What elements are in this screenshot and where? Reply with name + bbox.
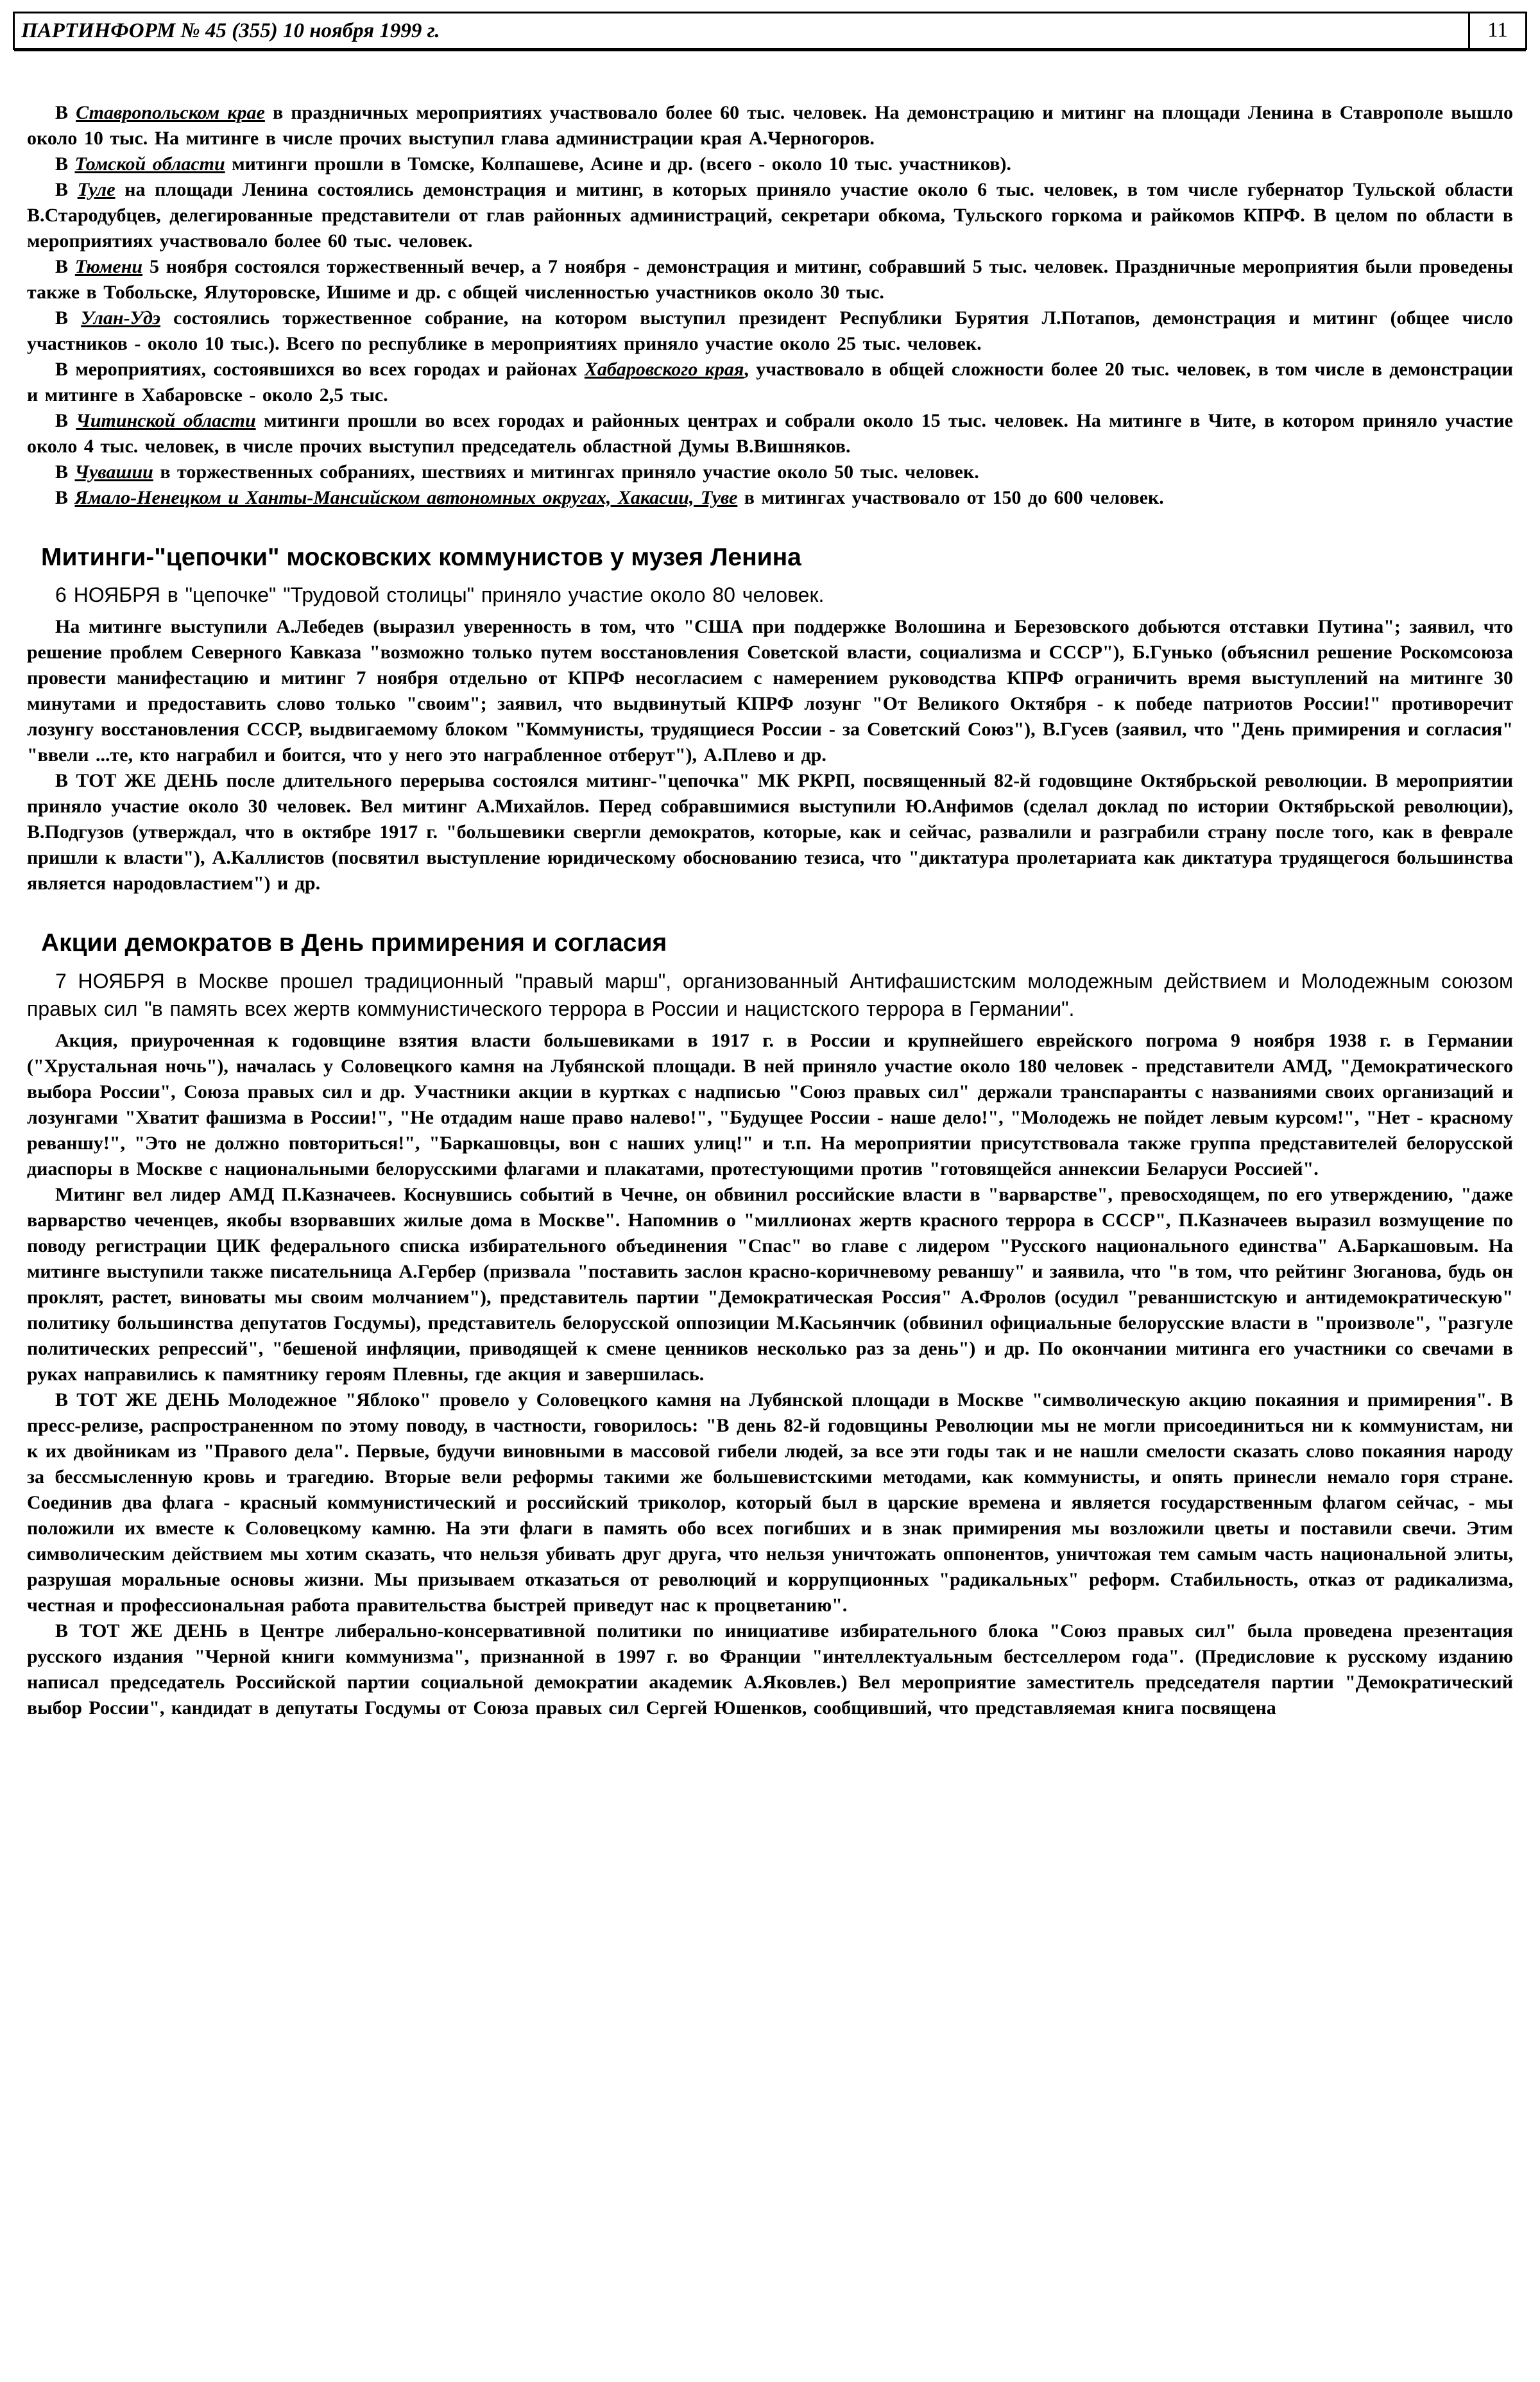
- page-header: [13, 12, 1527, 50]
- paragraph-text: В: [55, 409, 76, 431]
- paragraph-text: В: [55, 307, 81, 329]
- region-paragraph: [27, 485, 1513, 511]
- region-paragraph: [27, 357, 1513, 408]
- body-paragraph: Митинг вел лидер АМД П.Казначеев. Коснувшись событий в Чечне, он обвинил российские власти в "варварстве", превосходящем, по его утверждению, "даже варварство чеченцев, якобы взорвавших жилые дома в Москве". Напомнив о "миллионах жертв красного террора в СССР", П.Казначеев выразил возмущение по поводу регистрации ЦИК федерального списка избирательного объединения "Спас" во главе с лидером "Русского национального единства" А.Баркашовым. На митинге выступили также писательница А.Гербер (призвала "поставить заслон красно-коричневому реваншу" и заявила, что "в том, что рейтинг Зюганова, будь он проклят, растет, виноваты мы своим молчанием"), представитель партии "Демократическая Россия" А.Фролов (осудил "реваншистскую и антидемократическую" политику большинства депутатов Госдумы), представитель белорусской оппозиции М.Касьянчик (обвинил официальные белорусские власти в "произволе", "разгуле политических репрессий", "бешеной инфляции, приводящей к смене ценников несколько раз за день") и др. По окончании митинга его участники со свечами в руках направились к памятнику героям Плевны, где акция и завершилась.: [27, 1184, 1513, 1385]
- paragraph-text: состоялись торжественное собрание, на котором выступил президент Республики Бурятия Л.Потапов, демонстрация и митинг (общее число участников - около 10 тыс.). Всего по республике в мероприятиях приняло участие около 25 тыс. человек.: [27, 307, 1513, 354]
- paragraph-text: В: [55, 153, 75, 175]
- region-paragraph: [27, 151, 1513, 177]
- body-paragraph: Акция, приуроченная к годовщине взятия власти большевиками в 1917 г. в России и крупнейшего еврейского погрома 9 ноября 1938 г. в Германии ("Хрустальная ночь"), началась у Соловецкого камня на Лубянской площади. В ней приняло участие около 180 человек - представители АМД, "Демократического выбора России", Союза правых сил и др. Участники акции в куртках с надписью "Союз правых сил" держали транспаранты с названиями своих организаций и лозунгами "Хватит фашизма в России!", "Не отдадим наше право налево!", "Будущее России - наше дело!", "Молодежь не пойдет левым курсом!", "Нет - красному реваншу!", "Это не должно повториться!", "Баркашовцы, вон с наших улиц!" и т.п. На мероприятии присутствовала также группа представителей белорусской диаспоры в Москве с национальными белорусскими флагами и плакатами, протестующими против "готовящейся аннексии Беларуси Россией".: [27, 1030, 1513, 1180]
- paragraph-text: В: [55, 178, 78, 200]
- paragraph-text: В: [55, 255, 75, 277]
- lead-paragraph: 6 НОЯБРЯ в "цепочке" "Трудовой столицы" приняло участие около 80 человек.: [55, 583, 825, 607]
- page-number: 11: [1487, 19, 1508, 42]
- body-paragraph: В ТОТ ЖЕ ДЕНЬ Молодежное "Яблоко" провело у Соловецкого камня на Лубянской площади в Москве "символическую акцию покаяния и примирения". В пресс-релизе, распространенном по этому поводу, в частности, говорилось: "В день 82-й годовщины Революции мы не могли присоединиться ни к коммунистам, ни к их двойникам из "Правого дела". Первые, будучи виновными в массовой гибели людей, за все эти годы так и не нашли смелости сказать слово покаяния народу за бессмысленную кровь и трагедию. Вторые вели реформы такими же большевистскими методами, как коммунисты, и опять принесли немало горя стране. Соединив два флага - красный коммунистический и российский триколор, который был в царские времена и является государственным флагом сейчас, - мы положили их вместе к Соловецкому камню. На эти флаги в память обо всех погибших и в знак примирения мы возложили цветы и поставили свечи. Этим символическим действием мы хотим сказать, что нельзя убивать друг друга, что нельзя уничтожать оппонентов, уничтожая тем самым часть национальной элиты, разрушая моральные основы жизни. Мы призываем отказаться от революций и коррупционных "радикальных" реформ. Стабильность, отказ от радикализма, честная и профессиональная работа правительства быстрей приведут нас к процветанию".: [27, 1389, 1513, 1616]
- region-name: Ямало-Ненецком и Ханты-Мансийском автономных округах, Хакасии, Туве: [74, 486, 738, 508]
- paragraph-text: в торжественных собраниях, шествиях и митингах приняло участие около 50 тыс. человек.: [153, 461, 979, 483]
- body-paragraph: В ТОТ ЖЕ ДЕНЬ в Центре либерально-консервативной политики по инициативе избирательного блока "Союз правых сил" была проведена презентация русского издания "Черной книги коммунизма", признанной в 1997 г. во Франции "интеллектуальным бестселлером года". (Предисловие к русскому изданию написал председатель Российской партии социальной демократии академик А.Яковлев.) Вел мероприятие заместитель председателя партии "Демократический выбор России", кандидат в депутаты Госдумы от Союза правых сил Сергей Юшенков, сообщивший, что представляемая книга посвящена: [27, 1620, 1513, 1719]
- paragraph-text: В: [55, 461, 75, 483]
- region-paragraph: [27, 408, 1513, 459]
- paragraph-text: митинги прошли в Томске, Колпашеве, Асине и др. (всего - около 10 тыс. участников).: [225, 153, 1011, 175]
- paragraph-text: в митингах участвовало от 150 до 600 человек.: [737, 486, 1164, 508]
- region-name: Томской области: [74, 153, 225, 175]
- paragraph-text: , участвовало в общей сложности более 20 тыс. человек, в том числе в демонстрации и митинге в Хабаровске - около 2,5 тыс.: [27, 358, 1514, 406]
- region-name: Туле: [77, 178, 116, 200]
- body-paragraph: В ТОТ ЖЕ ДЕНЬ после длительного перерыва состоялся митинг-"цепочка" МК РКРП, посвященный 82-й годовщине Октябрьской революции. В мероприятии приняло участие около 30 человек. Вел митинг А.Михайлов. Перед собравшимися выступили Ю.Анфимов (сделал доклад по истории Октябрьской революции), В.Подгузов (утверждал, что в октябре 1917 г. "большевики свергли демократов, которые, как и сейчас, развалили и разграбили страну после того, как в феврале пришли к власти"), А.Каллистов (посвятил выступление юридическому обоснованию тезиса, что "диктатура пролетариата как диктатура трудящегося большинства является народовластием") и др.: [27, 770, 1513, 895]
- section-heading-democrat-actions: Акции демократов в День примирения и согласия: [41, 929, 667, 957]
- paragraph-text: В: [55, 101, 76, 123]
- body-paragraph: На митинге выступили А.Лебедев (выразил уверенность в том, что "США при поддержке Волошина и Березовского добьются отставки Путина"; заявил, что решение проблем Северного Кавказа "возможно только путем восстановления Советской власти, социализма и СССР"), Б.Гунько (объяснил решение Роскомсоюза провести манифестацию и митинг 7 ноября отдельно от КПРФ несогласием с намерением руководства КПРФ ограничить время выступлений на митинге 30 минутами и предоставить слово только "своим"; заявил, что выдвинутый КПРФ лозунг "От Великого Октября - к победе патриотов России!" противоречит лозунгу восстановления СССР, выдвигаемому блоком "Коммунисты, трудящиеся России - за Советский Союз"), В.Гусев (заявил, что "День примирения и согласия" "ввели ...те, кто награбил и боится, что у него это награбленное отберут"), А.Плево и др.: [27, 616, 1513, 766]
- region-paragraph: [27, 254, 1513, 305]
- region-name: Хабаровского края: [584, 358, 744, 380]
- lead-paragraph: 7 НОЯБРЯ в Москве прошел традиционный "правый марш", организованный Антифашистским молодежным действием и Молодежным союзом правых сил "в память всех жертв коммунистического террора в России и нацистского террора в Германии".: [27, 970, 1513, 1021]
- section-heading-communist-rallies: Митинги-"цепочки" московских коммунистов у музея Ленина: [41, 543, 801, 571]
- region-paragraph: [27, 100, 1513, 151]
- page-content: [27, 100, 1513, 1722]
- region-name: Тюмени: [74, 255, 143, 277]
- paragraph-text: на площади Ленина состоялись демонстрация и митинг, в которых приняло участие около 6 тыс. человек, в том числе губернатор Тульской области В.Стародубцев, делегированные представители от глав районных администраций, секретари обкома, Тульского горкома и райкомов КПРФ. В целом по области в мероприятиях участвовало более 60 тыс. человек.: [27, 178, 1513, 252]
- region-paragraph: [27, 305, 1513, 357]
- paragraph-text: митинги прошли во всех городах и районных центрах и собрали около 15 тыс. человек. На митинге в Чите, в котором приняло участие около 4 тыс. человек, в числе прочих выступил председатель областной Думы В.Вишняков.: [27, 409, 1513, 457]
- paragraph-text: в праздничных мероприятиях участвовало более 60 тыс. человек. На демонстрацию и митинг на площади Ленина в Ставрополе вышло около 10 тыс. На митинге в числе прочих выступил глава администрации края А.Черногоров.: [27, 101, 1514, 149]
- region-name: Улан-Удэ: [81, 307, 160, 329]
- region-name: Читинской области: [76, 409, 256, 431]
- region-paragraph: [27, 177, 1513, 254]
- paragraph-text: В мероприятиях, состоявшихся во всех городах и районах: [55, 358, 585, 380]
- paragraph-text: В: [55, 486, 75, 508]
- region-name: Ставропольском крае: [76, 101, 265, 123]
- region-name: Чувашии: [74, 461, 153, 483]
- region-paragraph: [27, 459, 1513, 485]
- paragraph-text: 5 ноября состоялся торжественный вечер, а 7 ноября - демонстрация и митинг, собравший 5 тыс. человек. Праздничные мероприятия были проведены также в Тобольске, Ялуторовске, Ишиме и др. с общей численностью участников около 30 тыс.: [27, 255, 1513, 303]
- newsletter-title: ПАРТИНФОРМ № 45 (355) 10 ноября 1999 г.: [15, 13, 1470, 48]
